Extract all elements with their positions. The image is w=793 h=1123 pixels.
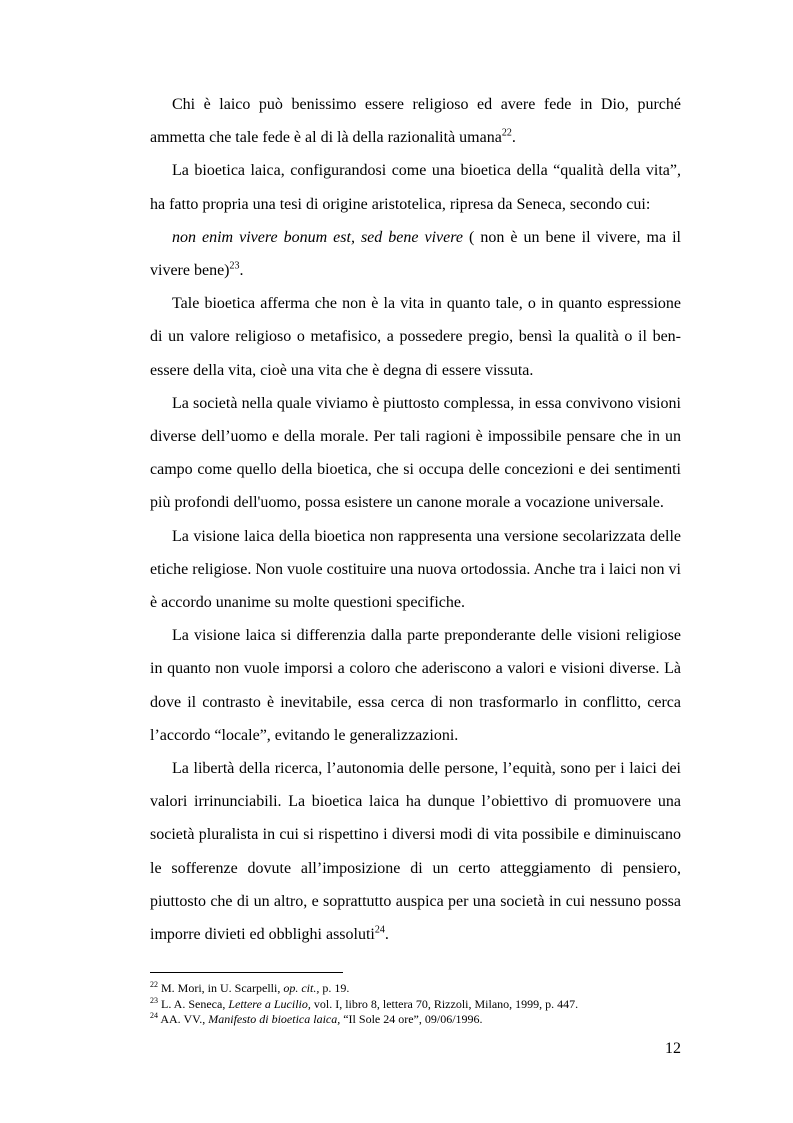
footnote-24: $^{24}$ AA. VV., Manifesto di bioetica laica, “Il Sole 24 ore”, 09/06/1996. bbox=[150, 1011, 483, 1026]
paragraph-4: Tale bioetica afferma che non è la vita in quanto tale, o in quanto espressione di un valore religioso o metafisico, a possedere pregio, bensì la qualità o il ben-essere della vita, cioè una vita che è degna di essere vissuta. bbox=[150, 295, 681, 379]
paragraph-6: La visione laica della bioetica non rappresenta una versione secolarizzata delle etiche religiose. Non vuole costituire una nuova ortodossia. Anche tra i laici non vi è accordo unanime su molte questioni specifiche. bbox=[150, 527, 681, 612]
paragraph-5: La società nella quale viviamo è piuttosto complessa, in essa convivono visioni diverse dell’uomo e della morale. Per tali ragioni è impossibile pensare che in un campo come quello della bioetica, che si occupa delle concezioni e dei sentimenti più profondi dell'uomo, possa esistere un canone morale a vocazione universale. bbox=[150, 394, 681, 512]
paragraph-3-latin-quote: non enim vivere bonum est, sed bene vivere ( non è un bene il vivere, ma il vivere bene)$^{23}$. bbox=[150, 228, 681, 280]
footnote-ref-23[interactable]: 23 bbox=[229, 260, 240, 272]
footnotes bbox=[150, 981, 690, 1028]
body-text bbox=[150, 88, 681, 951]
footnote-separator bbox=[150, 972, 343, 973]
footnote-ref-22[interactable]: 22 bbox=[501, 127, 512, 139]
paragraph-2: La bioetica laica, configurandosi come una bioetica della “qualità della vita”, ha fatto propria una tesi di origine aristotelica, ripresa da Seneca, secondo cui: bbox=[150, 162, 681, 213]
latin-quote: non enim vivere bonum est, sed bene vivere bbox=[172, 228, 463, 246]
paragraph-7: La visione laica si differenzia dalla parte preponderante delle visioni religiose in quanto non vuole imporsi a coloro che aderiscono a valori e visioni diverse. Là dove il contrasto è inevitabile, essa cerca di non trasformarlo in conflitto, cerca l’accordo “locale”, evitando le generalizzazioni. bbox=[150, 627, 681, 744]
footnote-ref-24[interactable]: 24 bbox=[374, 924, 385, 936]
paragraph-8: La libertà della ricerca, l’autonomia delle persone, l’equità, sono per i laici dei valori irrinunciabili. La bioetica laica ha dunque l’obiettivo di promuovere una società pluralista in cui si rispettino i diversi modi di vita possibile e diminuiscano le sofferenze dovute all’imposizione di un certo atteggiamento di pensiero, piuttosto che di un altro, e soprattutto auspica per una società in cui nessuno possa imporre divieti ed obblighi assoluti$^{24}$. bbox=[150, 760, 681, 944]
paragraph-1: Chi è laico può benissimo essere religioso ed avere fede in Dio, purché ammetta che tale fede è al di là della razionalità umana$^{22}$. bbox=[150, 96, 681, 147]
footnote-23: $^{23}$ L. A. Seneca, Lettere a Lucilio, vol. I, libro 8, lettera 70, Rizzoli, Milano, 1999, p. 447. bbox=[150, 995, 579, 1011]
page-number: 12 bbox=[665, 1040, 681, 1057]
footnote-22: $^{22}$ M. Mori, in U. Scarpelli, op. cit., p. 19. bbox=[150, 980, 350, 995]
